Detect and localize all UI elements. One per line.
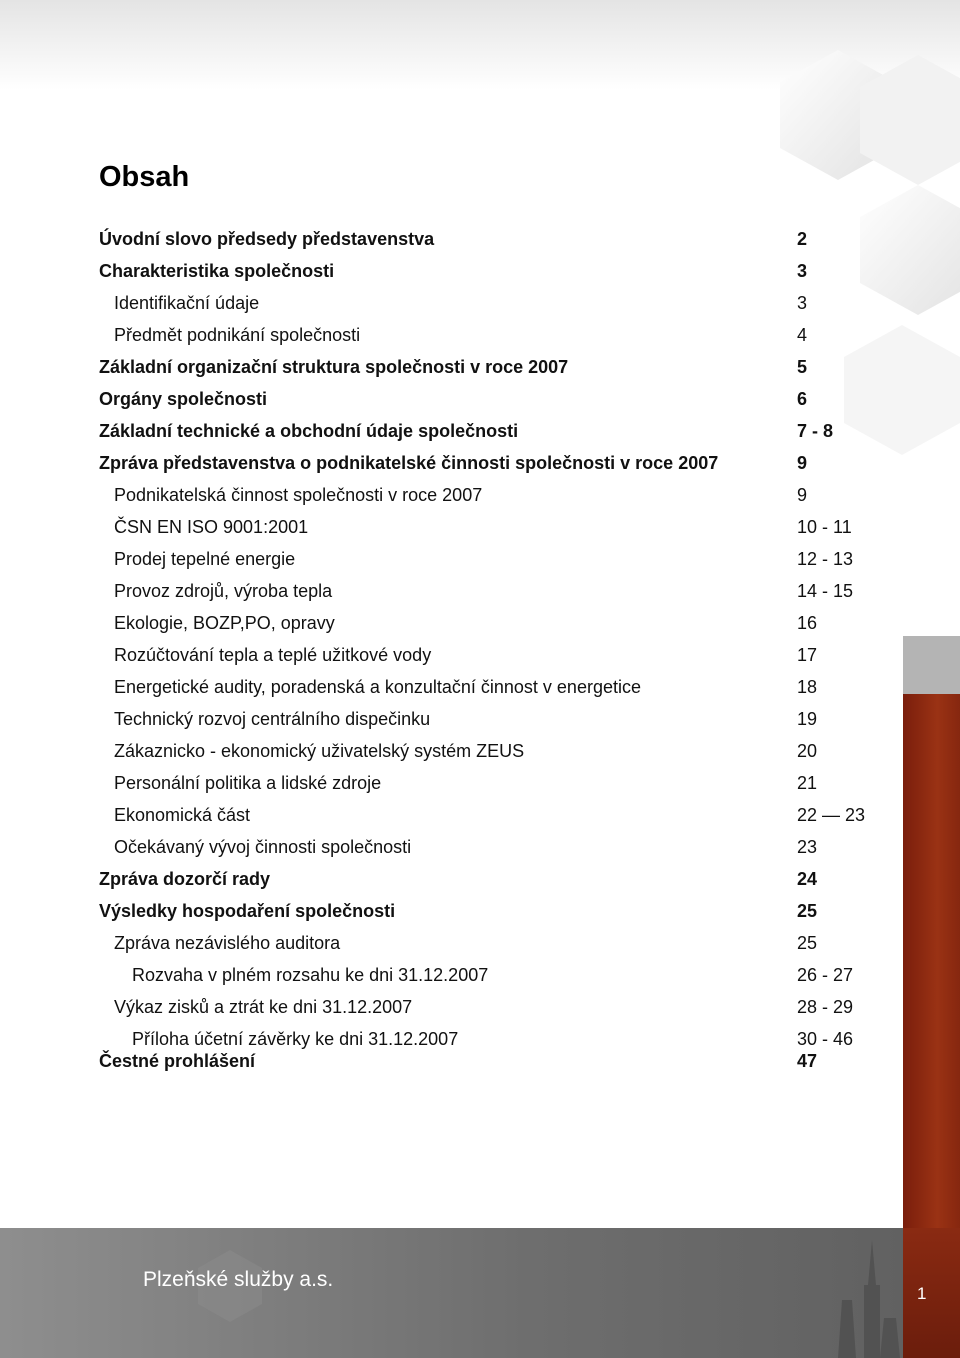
toc-entry-page: 4 xyxy=(797,325,808,345)
toc-entry-page: 17 xyxy=(797,645,818,665)
toc-entry-page: 3 xyxy=(797,293,808,313)
toc-entry-page: 9 xyxy=(797,453,808,473)
toc-entry-label: Předmět podnikání společnosti xyxy=(114,325,361,345)
toc-entry-page: 14 - 15 xyxy=(797,581,854,601)
page-title: Obsah xyxy=(99,161,190,193)
toc-entry-label: ČSN EN ISO 9001:2001 xyxy=(114,517,309,537)
toc-entry-page: 22 — 23 xyxy=(797,805,866,825)
toc-entry-page: 2 xyxy=(797,229,808,249)
toc-entry-label: Charakteristika společnosti xyxy=(99,261,335,281)
toc-entry-page: 25 xyxy=(797,933,818,953)
tower-body xyxy=(864,1285,880,1358)
toc-entry-page: 30 - 46 xyxy=(797,1029,854,1049)
toc-entry-page: 28 - 29 xyxy=(797,997,854,1017)
side-band-grey xyxy=(903,636,960,694)
toc-entry-page: 25 xyxy=(797,901,818,921)
roof-shape xyxy=(838,1300,856,1358)
toc-entry-label: Prodej tepelné energie xyxy=(114,549,296,569)
toc-entry-label: Rozvaha v plném rozsahu ke dni 31.12.2007 xyxy=(132,965,489,985)
toc-entry-label: Výsledky hospodaření společnosti xyxy=(99,901,396,921)
toc-entry-label: Úvodní slovo předsedy představenstva xyxy=(99,229,435,249)
side-band-red xyxy=(903,694,960,1228)
hexagon-shape xyxy=(860,185,960,315)
toc-entry-label: Ekologie, BOZP,PO, opravy xyxy=(114,613,335,633)
toc-entry-label: Očekávaný vývoj činnosti společnosti xyxy=(114,837,412,857)
toc-entry-label: Provoz zdrojů, výroba tepla xyxy=(114,581,333,601)
church-tower-silhouette xyxy=(0,1228,960,1358)
toc-entry-page: 26 - 27 xyxy=(797,965,854,985)
toc-entry-label: Identifikační údaje xyxy=(114,293,260,313)
toc-entry-label: Technický rozvoj centrálního dispečinku xyxy=(114,709,431,729)
toc-entry-page: 47 xyxy=(797,1051,818,1071)
toc-entry-page: 20 xyxy=(797,741,818,761)
toc-entry-label: Příloha účetní závěrky ke dni 31.12.2007 xyxy=(132,1029,459,1049)
toc-entry-page: 3 xyxy=(797,261,808,281)
toc-entry-label: Rozúčtování tepla a teplé užitkové vody xyxy=(114,645,432,665)
toc-entry-label: Personální politika a lidské zdroje xyxy=(114,773,382,793)
toc-entry-label: Orgány společnosti xyxy=(99,389,268,409)
page-header-background xyxy=(0,0,960,90)
toc-entry-page: 12 - 13 xyxy=(797,549,854,569)
toc-entry-label: Výkaz zisků a ztrát ke dni 31.12.2007 xyxy=(114,997,413,1017)
toc-entry-page: 6 xyxy=(797,389,808,409)
toc-entry-label: Zpráva představenstva o podnikatelské činnosti společnosti v roce 2007 xyxy=(99,453,719,473)
toc-entry-page: 7 - 8 xyxy=(797,421,834,441)
company-name: Plzeňské služby a.s. xyxy=(143,1268,334,1291)
toc-entry-page: 9 xyxy=(797,485,808,505)
toc-entry-label: Zpráva dozorčí rady xyxy=(99,869,271,889)
toc-entry-page: 24 xyxy=(797,869,818,889)
toc-entry-page: 23 xyxy=(797,837,818,857)
toc-entry-label: Základní organizační struktura společnosti v roce 2007 xyxy=(99,357,569,377)
toc-entry-page: 5 xyxy=(797,357,808,377)
page-number: 1 xyxy=(917,1284,927,1303)
toc-entry-label: Ekonomická část xyxy=(114,805,251,825)
toc-entry-page: 10 - 11 xyxy=(797,517,852,537)
toc-entry-label: Základní technické a obchodní údaje společnosti xyxy=(99,421,519,441)
toc-entry-page: 18 xyxy=(797,677,818,697)
roof-shape xyxy=(880,1318,900,1358)
toc-entry-label: Zákaznicko - ekonomický uživatelský systém ZEUS xyxy=(114,741,525,761)
toc-entry-page: 21 xyxy=(797,773,818,793)
toc-entry-label: Podnikatelská činnost společnosti v roce 2007 xyxy=(114,485,483,505)
toc-entry-label: Energetické audity, poradenská a konzultační činnost v energetice xyxy=(114,677,641,697)
toc-entry-label: Čestné prohlášení xyxy=(99,1051,256,1071)
toc-entry-page: 19 xyxy=(797,709,818,729)
toc-entry-page: 16 xyxy=(797,613,818,633)
hexagon-shape xyxy=(844,325,960,455)
toc-entry-label: Zpráva nezávislého auditora xyxy=(114,933,341,953)
tower-spire xyxy=(868,1240,876,1285)
